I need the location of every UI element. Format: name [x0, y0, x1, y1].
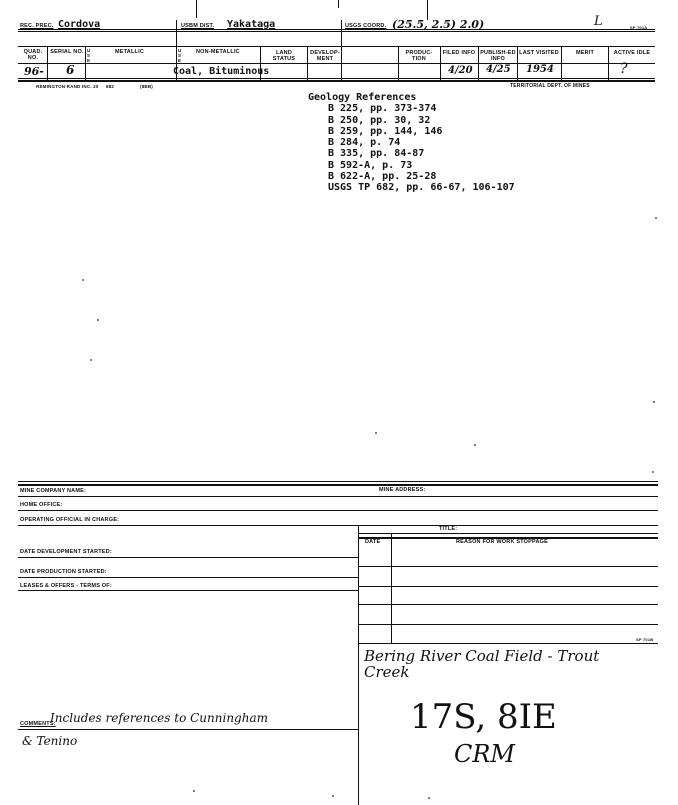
col-metallic: METALLIC — [115, 49, 144, 55]
comments-line-1: Includes references to Cunningham — [50, 711, 268, 725]
col-development: DEVELOP-MENT — [310, 50, 340, 62]
usbm-dist-label: USBM DIST. — [181, 23, 215, 29]
references-title: Geology References — [308, 92, 417, 103]
location-line-2: Creek — [364, 663, 410, 681]
non-metallic-value: Coal, Bituminous — [173, 66, 270, 77]
mine-company-name-label: MINE COMPANY NAME: — [20, 488, 87, 494]
reference-item: B 335, pp. 84-87 — [328, 148, 425, 160]
col-land-status: LAND STATUS — [272, 50, 296, 62]
reference-item: B 284, p. 74 — [328, 137, 401, 149]
date-development-label: DATE DEVELOPMENT STARTED: — [20, 549, 112, 555]
col-active-idle: ACTIVE IDLE — [613, 50, 651, 56]
col-filed-info: FILED INFO — [442, 50, 476, 56]
printer-code: 882 — [106, 84, 115, 89]
corner-mark: L — [594, 14, 603, 29]
home-office-label: HOME OFFICE: — [20, 502, 63, 508]
serial-no-value: 6 — [66, 63, 75, 77]
reference-item: B 250, pp. 30, 32 — [328, 114, 431, 126]
form-code-bottom: SP 701B — [636, 637, 654, 642]
col-non-metallic: NON-METALLIC — [196, 49, 240, 55]
mine-address-label: MINE ADDRESS: — [379, 487, 426, 493]
date-production-label: DATE PRODUCTION STARTED: — [20, 569, 107, 575]
last-visited-value: 1954 — [526, 64, 554, 75]
reference-item: USGS TP 682, pp. 66-67, 106-107 — [328, 182, 515, 194]
col-use-left: U S E — [87, 48, 91, 63]
department-label: TERRITORIAL DEPT. OF MINES — [510, 83, 590, 89]
printer-name: REMINGTON RAND INC. 20 — [36, 84, 99, 89]
reference-item: B 592-A, p. 73 — [328, 159, 413, 171]
col-serial-no: SERIAL NO. — [50, 49, 84, 55]
printer-code-2: (8BB) — [140, 84, 153, 89]
initials: CRM — [454, 740, 516, 768]
col-quad-no: QUAD. NO. — [23, 49, 43, 61]
filed-info-value: 4/20 — [448, 65, 473, 76]
date-header: DATE — [365, 539, 381, 545]
form-code-top: SP 701A — [630, 25, 648, 30]
comments-label: COMMENTS: — [20, 721, 56, 727]
rec-prec-value: Cordova — [58, 19, 101, 30]
location-line-1: Bering River Coal Field - Trout — [364, 647, 600, 665]
rec-prec-label: REC. PREC. — [20, 23, 54, 29]
quad-no-value: 96- — [24, 65, 44, 78]
comments-line-2: & Tenino — [22, 734, 78, 748]
published-info-value: 4/25 — [486, 64, 511, 75]
title-label: TITLE: — [439, 526, 458, 532]
township-range: 17S, 8IE — [410, 697, 557, 737]
operating-official-label: OPERATING OFFICIAL IN CHARGE: — [20, 517, 120, 523]
col-merit: MERIT — [575, 50, 595, 56]
active-idle-value: ? — [620, 61, 628, 77]
reference-item: B 225, pp. 373-374 — [328, 103, 437, 115]
usgs-coord-value: (25.5, 2.5) 2.0) — [392, 18, 485, 31]
col-use-right: U S E — [178, 48, 182, 63]
reason-header: REASON FOR WORK STOPPAGE — [456, 539, 548, 545]
col-last-visited: LAST VISITED — [519, 50, 559, 56]
leases-label: LEASES & OFFERS - TERMS OF: — [20, 583, 112, 589]
col-published-info: PUBLISH-ED INFO — [480, 50, 516, 62]
usgs-coord-label: USGS COORD. — [345, 23, 387, 29]
reference-item: B 622-A, pp. 25-28 — [328, 171, 437, 183]
geology-references — [308, 92, 515, 194]
reference-item: B 259, pp. 144, 146 — [328, 125, 443, 137]
col-production: PRODUC-TION — [405, 50, 433, 62]
usbm-dist-value: Yakataga — [227, 19, 276, 30]
